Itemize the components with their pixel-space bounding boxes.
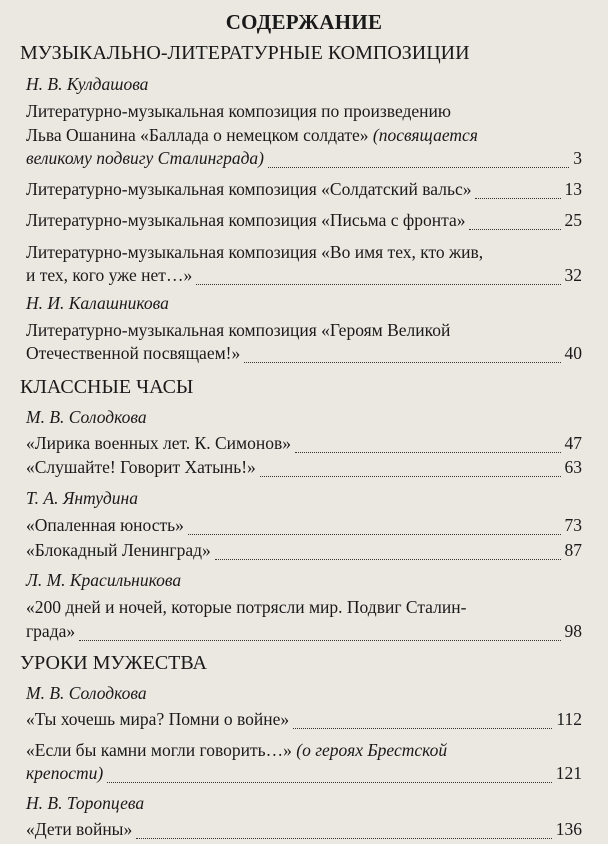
- toc-entry: [26, 819, 582, 843]
- page-number: 121: [555, 763, 582, 783]
- page-number: 32: [564, 265, 582, 285]
- page-number: 136: [555, 819, 582, 839]
- toc-entry-text: града»: [26, 621, 76, 641]
- author-name: Н. В. Кулдашова: [26, 74, 149, 94]
- dot-leader: [79, 640, 560, 641]
- page-number: 98: [564, 621, 582, 641]
- author-name: М. В. Солодкова: [26, 683, 147, 703]
- section-title: МУЗЫКАЛЬНО-ЛИТЕРАТУРНЫЕ КОМПОЗИЦИИ: [20, 42, 470, 64]
- toc-entry: [26, 179, 582, 203]
- section-title: КЛАССНЫЕ ЧАСЫ: [20, 376, 194, 398]
- toc-entry-text: и тех, кого уже нет…»: [26, 265, 193, 285]
- dot-leader: [293, 728, 552, 729]
- toc-entry-note-continued: великому подвигу Сталинграда): [26, 148, 265, 168]
- page-number: 112: [556, 709, 582, 729]
- toc-entry-text: «Слушайте! Говорит Хатынь!»: [26, 457, 256, 477]
- toc-entry: [26, 709, 582, 733]
- page-number: 47: [564, 433, 582, 453]
- author-name: Т. А. Янтудина: [26, 488, 138, 508]
- page-number: 73: [564, 515, 582, 535]
- toc-entry-note: (посвящается: [372, 125, 478, 145]
- dot-leader: [469, 229, 560, 230]
- author-name: Н. И. Калашникова: [26, 293, 169, 313]
- author-name: М. В. Солодкова: [26, 407, 147, 427]
- toc-entry-line: [26, 125, 582, 146]
- toc-entry: [26, 621, 582, 645]
- page-number: 63: [564, 457, 582, 477]
- toc-entry-text: «Ты хочешь мира? Помни о войне»: [26, 709, 290, 729]
- toc-entry-text: «Блокадный Ленинград»: [26, 540, 211, 560]
- toc-entry-line: [26, 740, 582, 761]
- toc-entry-note-continued: крепости): [26, 763, 104, 783]
- section-title: УРОКИ МУЖЕСТВА: [20, 652, 207, 674]
- toc-entry-text: Литературно-музыкальная композиция «Письма с фронта»: [26, 210, 466, 230]
- dot-leader: [107, 782, 552, 783]
- toc-entry-text: «Лирика военных лет. К. Симонов»: [26, 433, 291, 453]
- dot-leader: [244, 362, 560, 363]
- toc-entry-line: Литературно-музыкальная композиция «Героям Великой: [26, 320, 451, 340]
- toc-entry: [26, 433, 582, 457]
- toc-entry-line: Литературно-музыкальная композиция по произведению: [26, 101, 451, 121]
- dot-leader: [268, 167, 569, 168]
- dot-leader: [475, 198, 560, 199]
- toc-entry-text: Литературно-музыкальная композиция «Солдатский вальс»: [26, 179, 472, 199]
- author-name: Н. В. Торопцева: [26, 793, 145, 813]
- dot-leader: [136, 838, 552, 839]
- toc-entry: [26, 540, 582, 564]
- toc-entry-line: Литературно-музыкальная композиция «Во имя тех, кто жив,: [26, 242, 484, 262]
- contents-heading: СОДЕРЖАНИЕ: [225, 10, 383, 34]
- dot-leader: [260, 476, 561, 477]
- dot-leader: [188, 534, 561, 535]
- toc-entry-text: «Дети войны»: [26, 819, 133, 839]
- toc-entry-text: «Если бы камни могли говорить…»: [26, 740, 292, 760]
- author-name: Л. М. Красильникова: [26, 570, 182, 590]
- toc-entry: [26, 457, 582, 481]
- toc-entry-note: (о героях Брестской: [296, 740, 448, 760]
- toc-entry: [26, 515, 582, 539]
- toc-entry: [26, 763, 582, 787]
- toc-entry-text: Отечественной посвящаем!»: [26, 343, 241, 363]
- dot-leader: [295, 452, 561, 453]
- toc-entry-text: Льва Ошанина «Баллада о немецком солдате»: [26, 125, 369, 145]
- toc-entry-text: «Опаленная юность»: [26, 515, 184, 535]
- toc-entry-line: «200 дней и ночей, которые потрясли мир. Подвиг Сталин-: [26, 597, 467, 617]
- page-number: 3: [573, 148, 582, 168]
- toc-entry: [26, 343, 582, 367]
- page-number: 13: [564, 179, 582, 199]
- toc-entry: [26, 210, 582, 234]
- page-number: 25: [564, 210, 582, 230]
- page-number: 40: [564, 343, 582, 363]
- toc-entry: [26, 148, 582, 172]
- toc-entry: [26, 265, 582, 289]
- page-number: 87: [564, 540, 582, 560]
- dot-leader: [215, 559, 561, 560]
- dot-leader: [196, 284, 560, 285]
